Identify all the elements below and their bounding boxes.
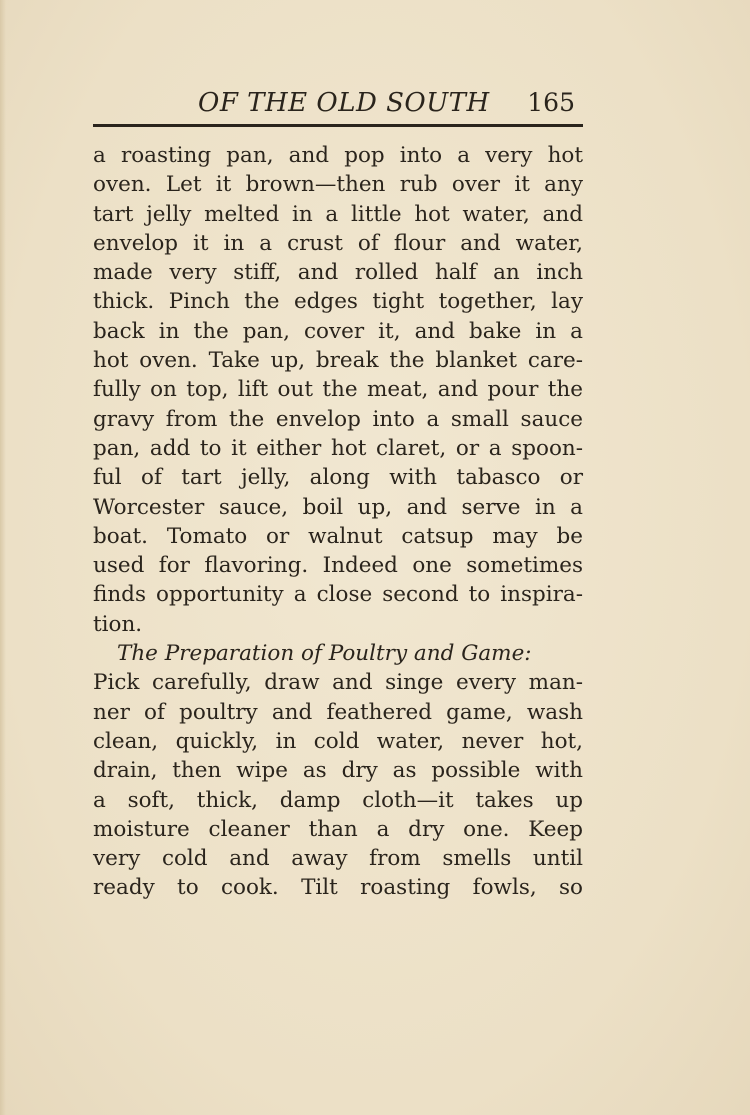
text-line: ful of tart jelly, along with tabasco or: [93, 465, 583, 491]
running-head-title: OF THE OLD SOUTH: [198, 88, 490, 118]
text-line: thick. Pinch the edges tight together, lay: [93, 289, 583, 315]
header-rule: [93, 124, 583, 127]
section-text-line: clean, quickly, in cold water, never hot,: [93, 728, 583, 754]
text-line: oven. Let it brown—then rub over it any: [93, 172, 583, 198]
section-text-line: moisture cleaner than a dry one. Keep: [93, 816, 583, 842]
text-line: boat. Tomato or walnut catsup may be: [93, 523, 583, 549]
page-number: 165: [527, 88, 575, 117]
text-line: fully on top, lift out the meat, and pour the: [93, 377, 583, 403]
page-binding-edge: [0, 0, 6, 1115]
text-line: envelop it in a crust of flour and water,: [93, 230, 583, 256]
section-text-line: very cold and away from smells until: [93, 846, 583, 872]
text-line: hot oven. Take up, break the blanket care-: [93, 348, 583, 374]
section-text-line: drain, then wipe as dry as possible with: [93, 758, 583, 784]
text-line: a roasting pan, and pop into a very hot: [93, 143, 583, 168]
text-line: finds opportunity a close second to inspira-: [93, 582, 583, 608]
text-line: made very stiff, and rolled half an inch: [93, 260, 583, 286]
text-line: tart jelly melted in a little hot water, and: [93, 201, 583, 227]
text-line: Worcester sauce, boil up, and serve in a: [93, 494, 583, 520]
text-line: used for flavoring. Indeed one sometimes: [93, 553, 583, 579]
section-text-line: a soft, thick, damp cloth—it takes up: [93, 787, 583, 813]
text-line: back in the pan, cover it, and bake in a: [93, 318, 583, 344]
section-text-line: ready to cook. Tilt roasting fowls, so: [93, 875, 583, 901]
running-header: [93, 84, 583, 124]
text-line: gravy from the envelop into a small sauce: [93, 406, 583, 432]
text-line: tion.: [93, 611, 143, 637]
section-heading: The Preparation of Poultry and Game:: [117, 641, 532, 667]
section-text-line: ner of poultry and feathered game, wash: [93, 699, 583, 725]
body-text: [93, 141, 583, 903]
text-line: pan, add to it either hot claret, or a spoon-: [93, 435, 583, 461]
section-text-line: Pick carefully, draw and singe every man-: [93, 670, 583, 696]
